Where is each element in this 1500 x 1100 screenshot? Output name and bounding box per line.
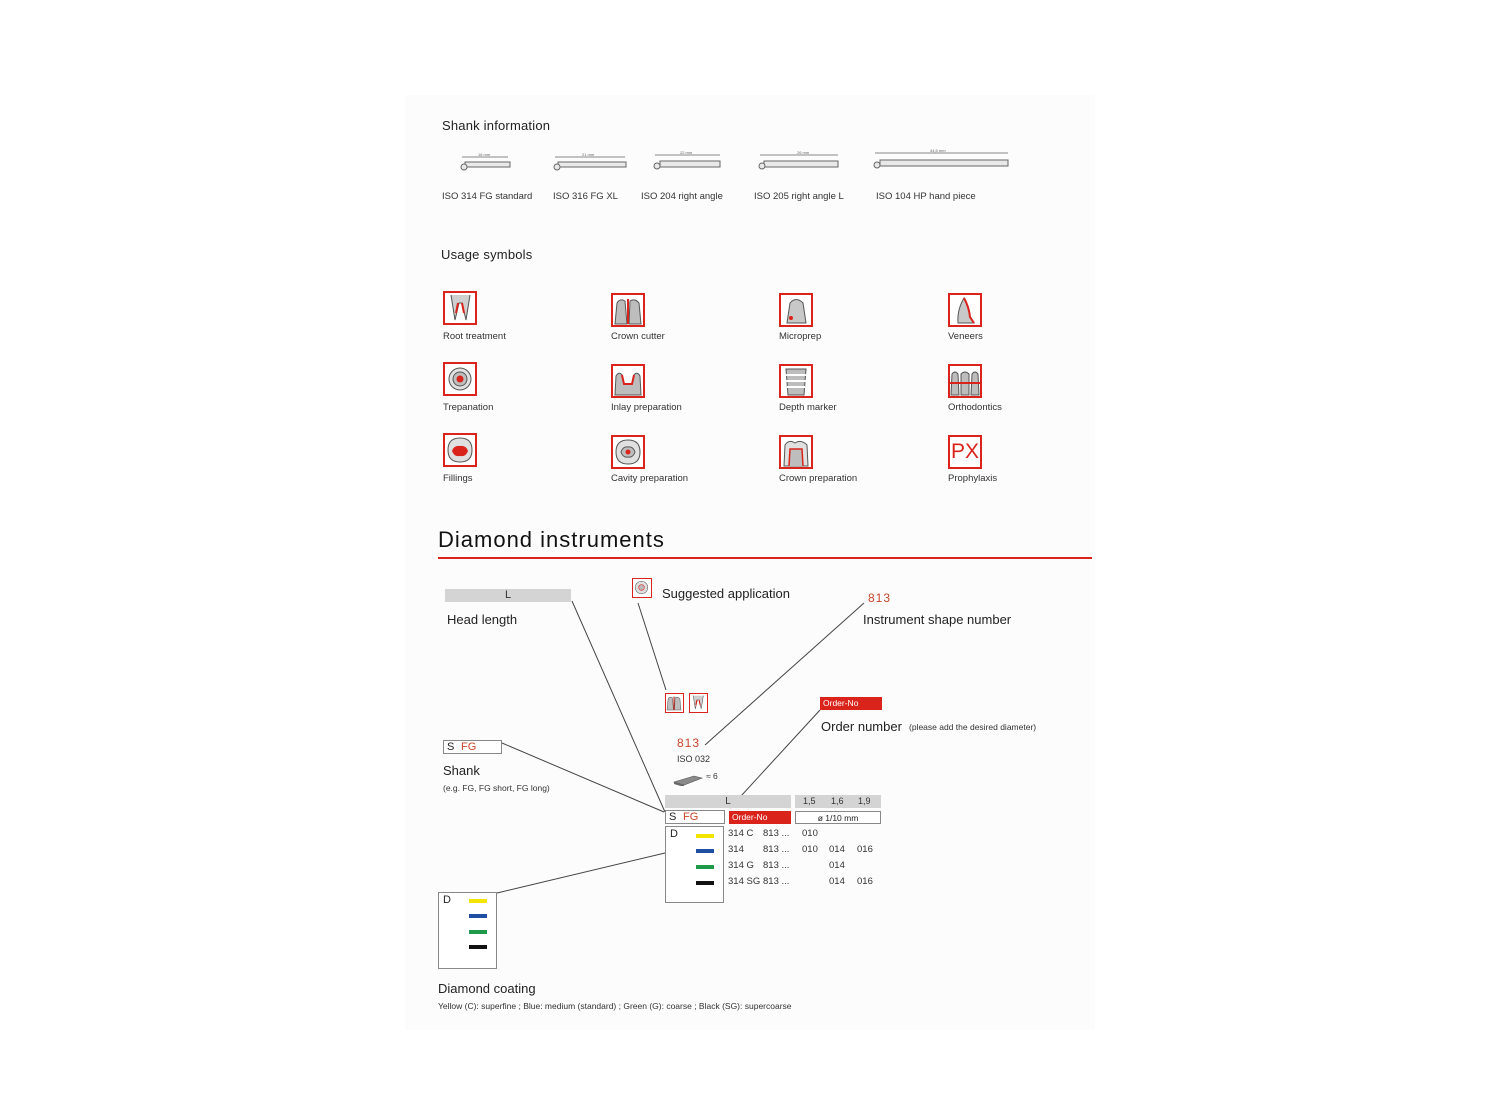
symbol-label-fillings: Fillings xyxy=(443,473,473,484)
swatch-blue xyxy=(696,849,714,853)
swatch-green xyxy=(696,865,714,869)
symbol-label-crown-preparation: Crown preparation xyxy=(779,473,858,484)
row-d2: 014 xyxy=(829,860,845,871)
center-length-mark: ≈ 6 xyxy=(706,771,718,781)
table-row xyxy=(728,860,754,871)
shank-label: Shank xyxy=(443,763,480,778)
ratio-1: 1,5 xyxy=(803,796,816,806)
usage-heading: Usage symbols xyxy=(441,247,533,262)
row-d2: 014 xyxy=(829,876,845,887)
shank-label-205: ISO 205 right angle L xyxy=(754,191,844,202)
symbol-label-orthodontics: Orthodontics xyxy=(948,402,1002,413)
shank-label-316: ISO 316 FG XL xyxy=(553,191,618,202)
root-treatment-icon xyxy=(443,291,477,325)
swatch-yellow xyxy=(696,834,714,838)
row-d1: 010 xyxy=(802,844,818,855)
symbol-label-depth-marker: Depth marker xyxy=(779,402,837,413)
ratio-2: 1,6 xyxy=(831,796,844,806)
table-row xyxy=(728,876,760,887)
title-rule xyxy=(438,557,1092,559)
shank-dim-2: 21 mm xyxy=(582,152,595,157)
order-number-note: (please add the desired diameter) xyxy=(909,722,1037,732)
symbol-label-crown-cutter: Crown cutter xyxy=(611,331,665,342)
coating-d: D xyxy=(443,894,451,906)
shank-dim-4: 26 mm xyxy=(797,150,810,155)
coating-note: Yellow (C): superfine ; Blue: medium (standard) ; Green (G): coarse ; Black (SG): supercoarse xyxy=(438,1001,792,1011)
coating-swatch-blue xyxy=(469,914,487,918)
diamond-title: Diamond instruments xyxy=(438,527,665,552)
head-length-bar: L xyxy=(445,589,571,602)
center-shape-number: 813 xyxy=(677,736,701,750)
catalog-sheet xyxy=(405,95,1095,1030)
row-d1: 010 xyxy=(802,828,818,839)
row-shape: 813 ... xyxy=(763,828,790,839)
crown-cutter-icon xyxy=(611,293,645,327)
root-treatment-mini-icon xyxy=(689,693,708,713)
inlay-preparation-icon xyxy=(611,364,645,398)
table-ratio-header xyxy=(795,795,881,808)
table-order-no: Order-No xyxy=(729,811,791,824)
coating-swatch-yellow xyxy=(469,899,487,903)
row-d3: 016 xyxy=(857,844,873,855)
table-row xyxy=(728,844,744,855)
row-code: 314 xyxy=(728,844,744,855)
shank-box-s: S xyxy=(447,741,455,753)
table-diameter: ø 1/10 mm xyxy=(795,811,881,824)
table-l-header: L xyxy=(665,795,791,808)
table-shank-fg: FG xyxy=(683,811,699,823)
coating-swatch-black xyxy=(469,945,487,949)
table-d: D xyxy=(670,828,678,840)
fillings-icon xyxy=(443,433,477,467)
symbol-label-veneers: Veneers xyxy=(948,331,983,342)
orthodontics-icon xyxy=(948,364,982,398)
symbol-label-trepanation: Trepanation xyxy=(443,402,494,413)
row-shape: 813 ... xyxy=(763,876,790,887)
prophylaxis-icon xyxy=(948,435,982,469)
shank-note: (e.g. FG, FG short, FG long) xyxy=(443,783,550,793)
row-d2: 014 xyxy=(829,844,845,855)
shank-label-314: ISO 314 FG standard xyxy=(442,191,533,202)
depth-marker-icon xyxy=(779,364,813,398)
veneers-icon xyxy=(948,293,982,327)
trepanation-icon xyxy=(443,362,477,396)
table-coating-cell xyxy=(665,826,724,903)
shank-dim-5: 44,5 mm xyxy=(930,148,946,153)
center-iso: ISO 032 xyxy=(677,754,711,764)
shank-label-104: ISO 104 HP hand piece xyxy=(876,191,976,202)
coating-label: Diamond coating xyxy=(438,981,536,996)
shank-box-fg: FG xyxy=(461,741,477,753)
table-shank-cell xyxy=(665,810,725,824)
shank-box xyxy=(443,740,502,754)
cavity-preparation-icon xyxy=(611,435,645,469)
table-shank-s: S xyxy=(669,811,677,823)
order-number-label: Order number xyxy=(821,719,902,734)
suggested-application-label: Suggested application xyxy=(662,586,790,601)
bur-head-icon xyxy=(672,770,708,786)
row-code: 314 C xyxy=(728,828,754,839)
shank-label-204: ISO 204 right angle xyxy=(641,191,723,202)
row-d3: 016 xyxy=(857,876,873,887)
shank-dim-1: 16 mm xyxy=(478,152,491,157)
ratio-3: 1,9 xyxy=(858,796,871,806)
row-code: 314 SG xyxy=(728,876,761,887)
row-shape: 813 ... xyxy=(763,844,790,855)
symbol-label-microprep: Microprep xyxy=(779,331,822,342)
prophylaxis-glyph: PX xyxy=(950,440,979,463)
symbol-label-inlay-preparation: Inlay preparation xyxy=(611,402,682,413)
symbol-label-root-treatment: Root treatment xyxy=(443,331,506,342)
crown-cutter-mini-icon xyxy=(665,693,684,713)
shape-number-label: Instrument shape number xyxy=(863,612,1012,627)
row-shape: 813 ... xyxy=(763,860,790,871)
microprep-icon xyxy=(779,293,813,327)
head-length-label: Head length xyxy=(447,612,518,627)
row-code: 314 G xyxy=(728,860,754,871)
symbol-label-prophylaxis: Prophylaxis xyxy=(948,473,998,484)
shank-dim-3: 22 mm xyxy=(680,150,693,155)
coating-swatch-green xyxy=(469,930,487,934)
order-no-badge: Order-No xyxy=(820,697,882,710)
shape-number-value: 813 xyxy=(868,591,892,605)
table-row xyxy=(728,828,753,839)
shank-heading: Shank information xyxy=(442,118,551,133)
swatch-black xyxy=(696,881,714,885)
symbol-label-cavity-preparation: Cavity preparation xyxy=(611,473,689,484)
suggested-application-icon xyxy=(632,578,652,598)
crown-preparation-icon xyxy=(779,435,813,469)
coating-box xyxy=(438,892,497,969)
